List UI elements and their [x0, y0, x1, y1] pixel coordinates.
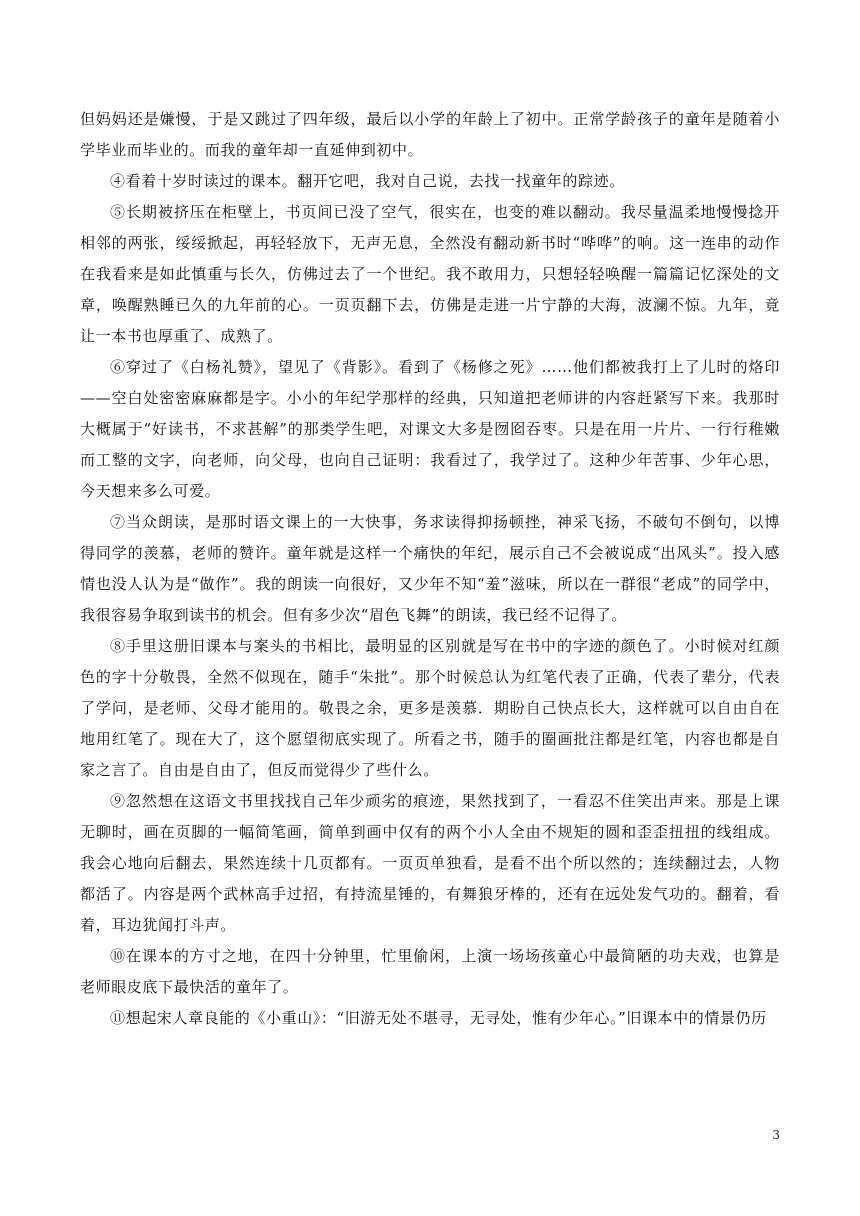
paragraph-4: ④看着十岁时读过的课本。翻开它吧，我对自己说，去找一找童年的踪迹。	[110, 172, 625, 190]
paragraph-7: ⑦当众朗读，是那时语文课上的一大快事，务求读得抑扬顿挫，神采飞扬，不破句不倒句，以博得同学的羡慕，老师的赞许。童年就是这样一个痛快的年纪，展示自己不会被说成“出风头”。投入感情也没人认为是“做作”。我的朗读一向很好，又少年不知“羞”滋味，所以在一群很“老成”的同学中，我很容易争取到读书的机会。但有多少次“眉色飞舞”的朗读，我已经不记得了。	[80, 513, 780, 624]
paragraph-6: ⑥穿过了《白杨礼赞》，望见了《背影》。看到了《杨修之死》……他们都被我打上了儿时的烙印——空白处密密麻麻都是字。小小的年纪学那样的经典，只知道把老师讲的内容赶紧写下来。我那时大概属于“好读书，不求甚解”的那类学生吧，对课文大多是囫囵吞枣。只是在用一片片、一行行稚嫩而工整的文字，向老师，向父母，也向自己证明：我看过了，我学过了。这种少年苦事、少年心思，今天想来多么可爱。	[80, 358, 780, 500]
paragraph-11: ⑪想起宋人章良能的《小重山》：“旧游无处不堪寻，无寻处，惟有少年心。”旧课本中的情景仍历	[110, 1009, 767, 1027]
paragraph-5: ⑤长期被挤压在柜壁上，书页间已没了空气，很实在，也变的难以翻动。我尽量温柔地慢慢捻开相邻的两张，绥绥掀起，再轻轻放下，无声无息，全然没有翻动新书时“哗哗”的响。这一连串的动作在我看来是如此慎重与长久，仿佛过去了一个世纪。我不敢用力，只想轻轻唤醒一篇篇记忆深处的文章，唤醒熟睡已久的九年前的心。一页页翻下去，仿佛是走进一片宁静的大海，波澜不惊。九年，竟让一本书也厚重了、成熟了。	[80, 203, 780, 345]
paragraph-8: ⑧手里这册旧课本与案头的书相比，最明显的区别就是写在书中的字迹的颜色了。小时候对红颜色的字十分敬畏，全然不似现在，随手“朱批”。那个时候总认为红笔代表了正确，代表了辈分，代表了学问，是老师、父母才能用的。敬畏之余，更多是羡慕．期盼自己快点长大，这样就可以自由自在地用红笔了。现在大了，这个愿望彻底实现了。所看之书，随手的圈画批注都是红笔，内容也都是自家之言了。自由是自由了，但反而觉得少了些什么。	[80, 637, 780, 779]
paragraph-9: ⑨忽然想在这语文书里找找自己年少顽劣的痕迹，果然找到了，一看忍不住笑出声来。那是上课无聊时，画在页脚的一幅简笔画，简单到画中仅有的两个小人全由不规矩的圆和歪歪扭扭的线组成。我会心地向后翻去，果然连续十几页都有。一页页单独看，是看不出个所以然的；连续翻过去，人物都活了。内容是两个武林高手过招，有持流星锤的，有舞狼牙棒的，还有在远处发气功的。翻着，看着，耳边犹闻打斗声。	[80, 792, 780, 934]
document-body	[80, 104, 780, 1034]
page-number: 3	[772, 1128, 780, 1142]
paragraph-continuation: 但妈妈还是嫌慢，于是又跳过了四年级，最后以小学的年龄上了初中。正常学龄孩子的童年是随着小学毕业而毕业的。而我的童年却一直延伸到初中。	[80, 110, 780, 159]
paragraph-10: ⑩在课本的方寸之地，在四十分钟里，忙里偷闲，上演一场场孩童心中最简陋的功夫戏，也算是老师眼皮底下最快活的童年了。	[80, 947, 780, 996]
